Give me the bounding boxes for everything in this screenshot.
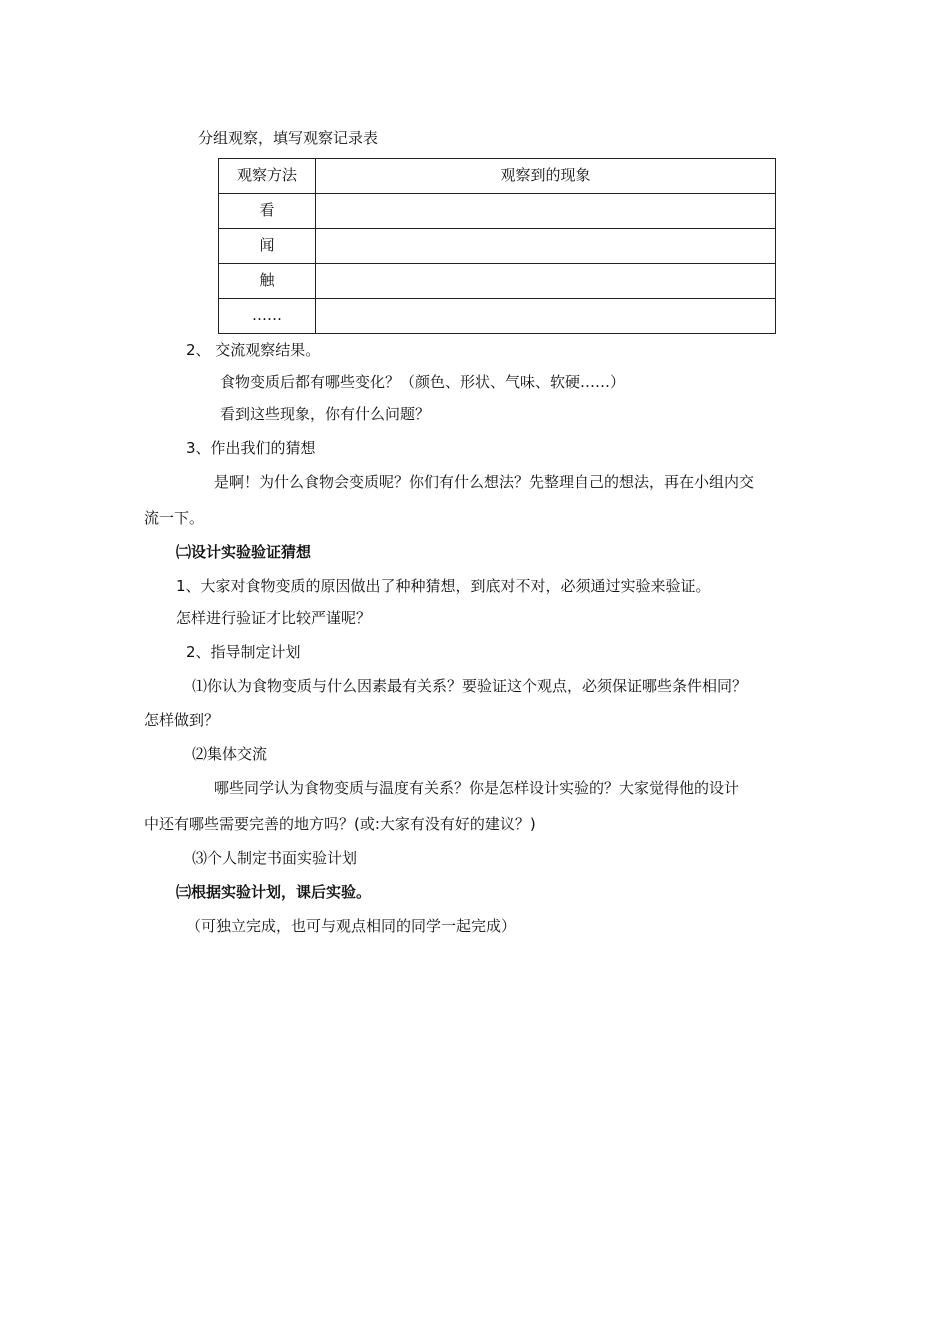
table-row [219,194,776,229]
observation-cell [316,264,776,299]
paragraph-exchange-line2: 中还有哪些需要完善的地方吗？(或:大家有没有好的建议？) [144,815,536,833]
intro-text: 分组观察，填写观察记录表 [198,129,379,147]
question-problems: 看到这些现象，你有什么问题？ [220,405,431,423]
observation-value [316,229,775,235]
section-2-heading: ㈡设计实验验证猜想 [176,543,312,561]
observation-value [316,194,775,200]
method-label: 闻 [259,236,275,254]
paragraph-exchange-line1: 哪些同学认为食物变质与温度有关系？你是怎样设计实验的？大家觉得他的设计 [214,779,740,797]
observation-table [218,158,776,334]
sub-item-1-line1: ⑴你认为食物变质与什么因素最有关系？要验证这个观点，必须保证哪些条件相同？ [192,677,748,695]
question-changes: 食物变质后都有哪些变化？（颜色、形状、气味、软硬……） [220,373,626,391]
table-header-cell [316,159,776,194]
method-cell [219,299,316,334]
table-row [219,299,776,334]
sub-item-1-line2: 怎样做到？ [144,711,220,729]
table-row [219,229,776,264]
section-3-heading: ㈢根据实验计划，课后实验。 [176,883,372,901]
method-label: …… [252,306,282,324]
paragraph-guess-line1: 是啊！为什么食物会变质呢？你们有什么想法？先整理自己的想法，再在小组内交 [214,473,755,491]
method-cell [219,264,316,299]
method-label: 触 [259,271,275,289]
table-header-row [219,159,776,194]
table-header-cell [219,159,316,194]
step-2-heading: 2、 交流观察结果。 [186,341,321,359]
observation-cell [316,194,776,229]
item-2-heading: 2、指导制定计划 [186,643,301,661]
item-1-line1: 1、大家对食物变质的原因做出了种种猜想，到底对不对，必须通过实验来验证。 [176,577,711,595]
item-1-line2: 怎样进行验证才比较严谨呢？ [176,609,372,627]
observation-cell [316,299,776,334]
header-observation: 观察到的现象 [500,166,591,184]
observation-cell [316,229,776,264]
step-3-heading: 3、作出我们的猜想 [186,439,316,457]
method-cell [219,194,316,229]
table-row [219,264,776,299]
paragraph-guess-line2: 流一下。 [144,509,205,527]
section-3-note: （可独立完成，也可与观点相同的同学一起完成） [186,917,517,935]
observation-value [316,264,775,270]
method-cell [219,229,316,264]
method-label: 看 [259,201,275,219]
header-method: 观察方法 [236,166,297,184]
observation-value [316,299,775,305]
sub-item-3-heading: ⑶个人制定书面实验计划 [192,849,358,867]
sub-item-2-heading: ⑵集体交流 [192,745,268,763]
